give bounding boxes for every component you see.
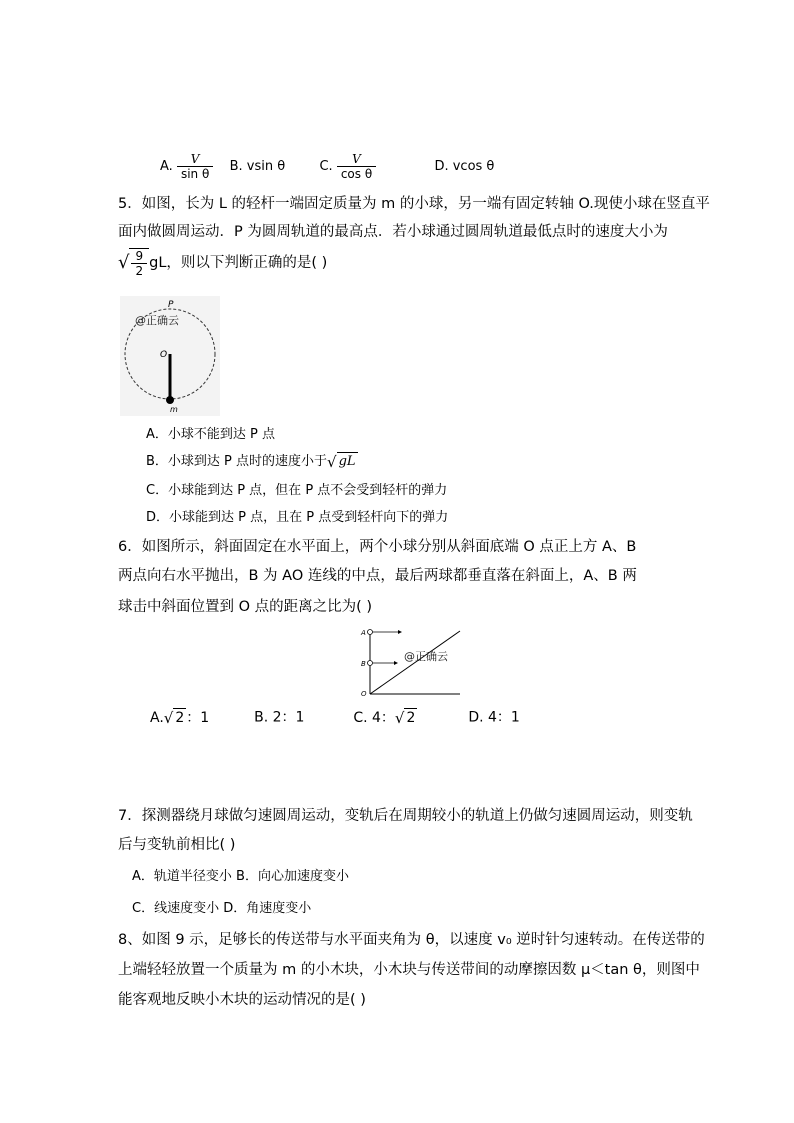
radical-sign: √: [327, 453, 337, 471]
q6-line-3: 球击中斜面位置到 O 点的距离之比为( ): [118, 599, 373, 615]
q4-option-d: D. vcos θ: [434, 159, 495, 174]
q6-option-a: [150, 710, 209, 726]
watermark: @正确云: [135, 314, 179, 327]
q5-sqrt-numerator: 9: [135, 249, 144, 263]
q6-option-c-sqrt: [395, 708, 417, 727]
q6-line-2: 两点向右水平抛出，B 为 AO 连线的中点，最后两球都垂直落在斜面上，A、B 两: [118, 568, 637, 584]
q7-options-cd: C．线速度变小 D．角速度变小: [132, 901, 312, 916]
q6-option-c-radicand: 2: [406, 710, 416, 726]
q6-option-a-radicand: 2: [175, 710, 185, 726]
q4-a-numerator: V: [190, 152, 200, 166]
q6-option-a-ratio: ：1: [186, 709, 210, 726]
q7-options-ab: A．轨道半径变小 B．向心加速度变小: [132, 869, 349, 884]
q5-option-b-sqrt: [327, 452, 358, 471]
q5-line-1: 5．如图，长为 L 的轻杆一端固定质量为 m 的小球，另一端有固定转轴 O.现使小球在竖直平: [118, 196, 710, 212]
q5-option-b: [146, 452, 358, 471]
q5-sqrt-denominator: 2: [131, 263, 147, 278]
circular-motion-diagram: [120, 296, 220, 416]
q5-line-3: [118, 248, 327, 278]
q5-sqrt-expression: [118, 248, 149, 278]
label-o: O: [160, 350, 168, 360]
q5-option-d: D．小球能到达 P 点，且在 P 点受到轻杆向下的弹力: [146, 510, 449, 525]
q4-option-c-fraction: [337, 152, 376, 181]
label-m: m: [170, 405, 178, 414]
q6-options: [150, 708, 520, 727]
q8-line-1: 8、如图 9 示，足够长的传送带与水平面夹角为 θ，以速度 v₀ 逆时针匀速转动。在传送带的: [118, 932, 705, 948]
watermark: @正确云: [404, 650, 448, 663]
q6-figure: [358, 625, 462, 697]
radical-sign: √: [394, 709, 405, 727]
label-p: P: [168, 300, 174, 310]
q5-option-a: A．小球不能到达 P 点: [146, 427, 275, 442]
q5-sqrt-radicand: [129, 248, 149, 278]
q5-sqrt-fraction: [131, 249, 147, 278]
radical-sign: √: [163, 709, 174, 727]
q6-option-c-label: C. 4：: [353, 709, 395, 726]
ball-a: [368, 630, 373, 635]
small-ball: [166, 396, 174, 404]
q6-option-b: B. 2：1: [254, 709, 305, 726]
q5-line-3-rest: gL，则以下判断正确的是( ): [149, 255, 328, 271]
q4-c-numerator: V: [352, 152, 361, 166]
q4-c-denominator: cos θ: [337, 166, 376, 181]
incline-projectile-diagram: [358, 625, 462, 697]
q6-option-a-label: A.: [150, 709, 164, 726]
q4-option-c-label: C.: [319, 159, 333, 174]
q5-figure: [120, 296, 220, 416]
q4-option-a-label: A.: [160, 159, 173, 174]
q7-line-2: 后与变轨前相比( ): [118, 837, 236, 853]
arrowhead-a: [398, 630, 402, 634]
q6-option-a-sqrt: [164, 708, 186, 727]
q5-option-b-radicand: gL: [338, 454, 356, 469]
q5-option-b-text: B．小球到达 P 点时的速度小于: [146, 454, 328, 469]
radical-sign: √: [118, 252, 130, 273]
label-o: O: [361, 690, 367, 697]
q8-line-2: 上端轻轻放置一个质量为 m 的小木块，小木块与传送带间的动摩擦因数 μ＜tan θ，则图中: [118, 962, 700, 978]
q5-line-2: 面内做圆周运动．P 为圆周轨道的最高点．若小球通过圆周轨道最低点时的速度大小为: [118, 224, 668, 240]
q4-option-a: [160, 152, 217, 181]
label-a: A: [361, 629, 366, 637]
q7-line-1: 7．探测器绕月球做匀速圆周运动，变轨后在周期较小的轨道上仍做匀速圆周运动，则变轨: [118, 808, 693, 824]
q4-a-denominator: sin θ: [177, 166, 213, 181]
q4-options: [160, 152, 494, 181]
ball-b: [368, 661, 373, 666]
q4-option-a-fraction: [177, 152, 213, 181]
q5-option-c: C．小球能到达 P 点，但在 P 点不会受到轻杆的弹力: [146, 483, 448, 498]
q4-option-b: B. vsin θ: [229, 159, 286, 174]
q6-option-c: [353, 710, 417, 726]
label-b: B: [361, 660, 366, 668]
q6-line-1: 6．如图所示，斜面固定在水平面上，两个小球分别从斜面底端 O 点正上方 A、B: [118, 539, 637, 555]
arrowhead-b: [394, 661, 398, 665]
q8-line-3: 能客观地反映小木块的运动情况的是( ): [118, 992, 366, 1008]
q4-option-c: [319, 152, 380, 181]
q6-option-d: D. 4：1: [468, 709, 520, 726]
